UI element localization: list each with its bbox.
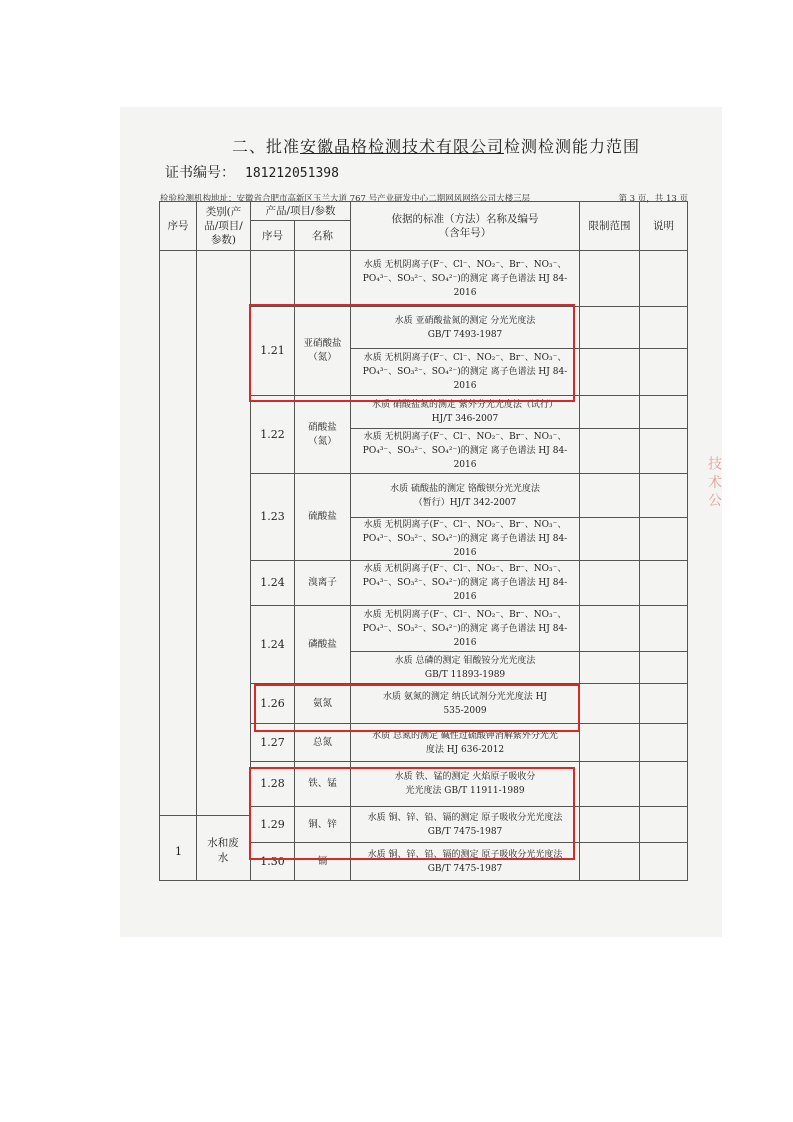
table-cell — [580, 474, 640, 518]
standard-cell: 水质 铜、锌、铅、镉的测定 原子吸收分光光度法 GB/T 7475-1987 — [351, 807, 580, 843]
seal-text: 技 术 公 — [706, 456, 722, 507]
highlight-box — [249, 767, 575, 860]
address-text: 检验检测机构地址：安徽省合肥市高新区玉兰大道 767 号产业研发中心二期网风网络公司大楼三层 — [160, 194, 531, 204]
standard-cell: 水质 硫酸盐的测定 铬酸钡分光光度法（暂行）HJ/T 342-2007 — [351, 474, 580, 518]
item-name: 溴离子 — [295, 561, 351, 606]
item-name: 亚硝酸盐（氮） — [295, 307, 351, 396]
standard-cell: 水质 总氮的测定 碱性过硫酸钾消解紫外分光光度法 HJ 636-2012 — [351, 724, 580, 762]
item-seq: 1.26 — [251, 684, 295, 724]
table-cell — [580, 724, 640, 762]
table-cell — [640, 762, 688, 807]
standard-cell: 水质 无机阴离子(F⁻、Cl⁻、NO₂⁻、Br⁻、NO₃⁻、PO₄³⁻、SO₃²⁻、SO₄²⁻)的测定 离子色谱法 HJ 84-2016 — [351, 561, 580, 606]
title-prefix: 二、批准 — [232, 137, 301, 156]
table-cell — [640, 843, 688, 881]
table-cell — [295, 251, 351, 307]
item-seq: 1.30 — [251, 843, 295, 881]
table-cell — [640, 561, 688, 606]
main-seq: 1 — [175, 845, 182, 858]
main-category: 水和废水 — [207, 837, 239, 864]
header-note: 说明 — [640, 202, 688, 251]
table-cell — [197, 251, 251, 881]
table-cell — [580, 606, 640, 652]
standard-cell: 水质 氨氮的测定 纳氏试剂分光光度法 HJ 535-2009 — [351, 684, 580, 724]
item-name: 镉 — [295, 843, 351, 881]
table-cell — [580, 429, 640, 474]
highlight-box — [249, 304, 575, 402]
standard-cell: 水质 铁、锰的测定 火焰原子吸收分光光度法 GB/T 11911-1989 — [351, 762, 580, 807]
item-seq: 1.22 — [251, 396, 295, 474]
table-cell — [640, 251, 688, 307]
table-cell — [640, 307, 688, 349]
table-cell — [640, 474, 688, 518]
item-name: 铜、锌 — [295, 807, 351, 843]
header-standard: 依据的标准（方法）名称及编号（含年号） — [351, 202, 580, 251]
table-cell — [160, 251, 197, 881]
standard-cell: 水质 无机阴离子(F⁻、Cl⁻、NO₂⁻、Br⁻、NO₃⁻、PO₄³⁻、SO₃²⁻、SO₄²⁻)的测定 离子色谱法 HJ 84-2016 — [351, 251, 580, 307]
standard-cell: 水质 无机阴离子(F⁻、Cl⁻、NO₂⁻、Br⁻、NO₃⁻、PO₄³⁻、SO₃²⁻、SO₄²⁻)的测定 离子色谱法 HJ 84-2016 — [351, 606, 580, 652]
table-cell — [580, 684, 640, 724]
table-cell — [580, 349, 640, 396]
item-seq: 1.28 — [251, 762, 295, 807]
header-limit: 限制范围 — [580, 202, 640, 251]
table-cell — [580, 518, 640, 561]
table-cell — [580, 807, 640, 843]
standard-cell: 水质 亚硝酸盐氮的测定 分光光度法 GB/T 7493-1987 — [351, 307, 580, 349]
item-seq: 1.24 — [251, 606, 295, 684]
header-group: 产品/项目/参数 — [251, 202, 351, 221]
item-name: 氨氮 — [295, 684, 351, 724]
header-sub-seq: 序号 — [251, 221, 295, 251]
certificate-line — [165, 162, 339, 182]
table-cell — [580, 762, 640, 807]
item-name: 总氮 — [295, 724, 351, 762]
page-indicator: 第 3 页，共 13 页 — [618, 194, 688, 204]
table-cell — [640, 429, 688, 474]
table-cell — [640, 724, 688, 762]
cert-label: 证书编号： — [165, 165, 235, 181]
header-seq: 序号 — [160, 202, 197, 251]
table-cell — [640, 606, 688, 652]
item-name: 硫酸盐 — [295, 474, 351, 561]
item-seq: 1.21 — [251, 307, 295, 396]
cert-number: 181212051398 — [245, 166, 339, 181]
table-cell — [640, 684, 688, 724]
table-cell — [640, 349, 688, 396]
item-seq: 1.23 — [251, 474, 295, 561]
standard-cell: 水质 无机阴离子(F⁻、Cl⁻、NO₂⁻、Br⁻、NO₃⁻、PO₄³⁻、SO₃²⁻、SO₄²⁻)的测定 离子色谱法 HJ 84-2016 — [351, 518, 580, 561]
standard-cell: 水质 无机阴离子(F⁻、Cl⁻、NO₂⁻、Br⁻、NO₃⁻、PO₄³⁻、SO₃²⁻、SO₄²⁻)的测定 离子色谱法 HJ 84-2016 — [351, 429, 580, 474]
table-cell — [640, 807, 688, 843]
item-seq: 1.29 — [251, 807, 295, 843]
item-name: 磷酸盐 — [295, 606, 351, 684]
table-cell — [580, 251, 640, 307]
table-cell — [580, 561, 640, 606]
table-cell — [251, 251, 295, 307]
item-name: 铁、锰 — [295, 762, 351, 807]
table-cell — [640, 396, 688, 429]
page-title — [232, 134, 640, 157]
table-cell — [580, 307, 640, 349]
table-cell — [580, 652, 640, 684]
table-cell — [640, 652, 688, 684]
header-category: 类别(产品/项目/参数) — [197, 202, 251, 251]
standard-cell: 水质 硝酸盐氮的测定 紫外分光光度法（试行）HJ/T 346-2007 — [351, 396, 580, 429]
table-cell — [580, 396, 640, 429]
item-seq: 1.27 — [251, 724, 295, 762]
table-cell — [580, 843, 640, 881]
standard-cell: 水质 总磷的测定 钼酸铵分光光度法 GB/T 11893-1989 — [351, 652, 580, 684]
standard-cell: 水质 铜、锌、铅、镉的测定 原子吸收分光光度法 GB/T 7475-1987 — [351, 843, 580, 881]
category-divider — [160, 815, 251, 816]
standard-cell: 水质 无机阴离子(F⁻、Cl⁻、NO₂⁻、Br⁻、NO₃⁻、PO₄³⁻、SO₃²⁻、SO₄²⁻)的测定 离子色谱法 HJ 84-2016 — [351, 349, 580, 396]
item-name: 硝酸盐（氮） — [295, 396, 351, 474]
highlight-box — [254, 684, 580, 732]
title-suffix: 检测检测能力范围 — [504, 137, 641, 156]
seal-stamp — [704, 456, 722, 576]
table-cell — [640, 518, 688, 561]
header-name: 名称 — [295, 221, 351, 251]
item-seq: 1.24 — [251, 561, 295, 606]
title-company: 安徽晶格检测技术有限公司 — [300, 137, 505, 156]
